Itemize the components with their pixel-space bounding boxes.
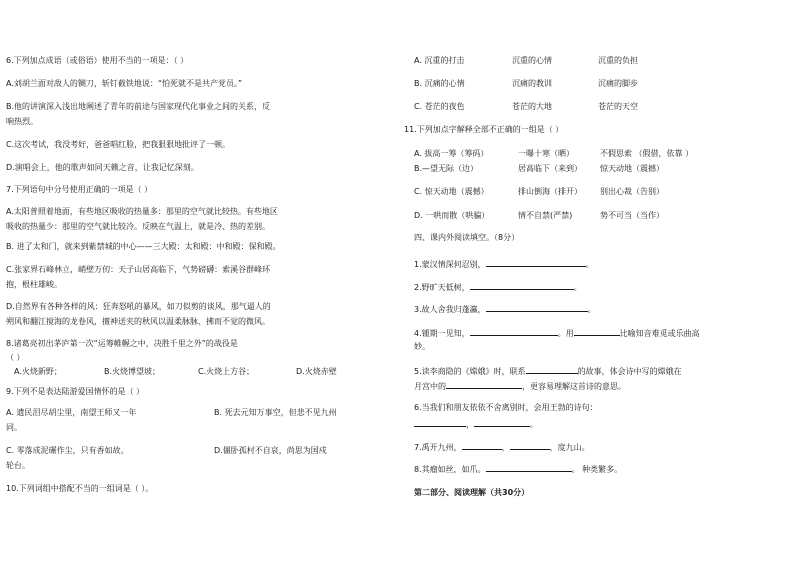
- q11-stem: 11.下列加点字解释全部不正确的一组是（ ）: [404, 125, 564, 134]
- fill-4-mid: 。用: [557, 329, 574, 338]
- q10-option-c-2: 苍茫的大地: [512, 102, 552, 111]
- q7-option-c-line1: C.张家界石峰林立，峭壁万仞：天子山居高临下，气势磅礴：索溪谷群峰环: [6, 265, 271, 274]
- q10-stem: 10.下列词组中搭配不当的一组词是（ ）。: [6, 484, 154, 493]
- q7-option-d-line1: D.自然界有各种各样的风：狂奔怒吼的暴风，如刀似剪的谈风，那气逼人的: [6, 302, 271, 311]
- q10-option-b-1: B. 沉痛的心情: [414, 79, 465, 88]
- q6-option-d: D.演唱会上，他的歌声如同天籁之音，让我记忆深刻。: [6, 163, 199, 172]
- q7-option-a-line1: A.太阳普照着地面，有些地区吸收的热量多：那里的空气就比较热。有些地区: [6, 207, 278, 216]
- fill-6-comma: ，: [466, 420, 474, 429]
- q11-row-a-3: 不假思索 （假借，依靠 ）: [600, 149, 694, 158]
- q10-option-c-1: C. 苍茫的夜色: [414, 102, 465, 111]
- q10-option-a-3: 沉重的负担: [598, 56, 638, 65]
- q9-option-b-line2: 同。: [6, 423, 22, 432]
- fill-2-blank[interactable]: [470, 280, 574, 290]
- fill-8: [414, 462, 622, 476]
- q9-option-d-line1: D.僵卧孤村不自哀，尚思为国戍: [214, 446, 327, 455]
- fill-7-prompt: 7.禹开九州，: [414, 443, 462, 452]
- fill-7-blank-1[interactable]: [462, 440, 502, 450]
- q8-option-c: C.火烧上方谷；: [198, 367, 255, 376]
- fill-1-prompt: 1.蒙汉情深何忍别，: [414, 260, 486, 269]
- q9-option-c: C. 零落成泥碾作尘，只有香如故。: [6, 446, 129, 455]
- q7-option-a-line2: 吸收的热量少：那里的空气就比较冷。反映在气温上，就是冷、热的差别。: [6, 222, 270, 231]
- fill-3: [414, 302, 596, 316]
- fill-2-prompt: 2.野旷天低树，: [414, 283, 470, 292]
- fill-4-tail: 比喻知音难觅或乐曲高: [619, 329, 700, 338]
- q6-option-b-line2: 响热烈。: [6, 117, 38, 126]
- q8-option-a: A.火烧新野；: [14, 367, 62, 376]
- q11-row-c-3: 别出心裁（告别）: [600, 187, 664, 196]
- q9-option-a: A. 遗民泪尽胡尘里，南望王师又一年: [6, 408, 137, 417]
- fill-5-line2: [414, 379, 626, 393]
- fill-6-end: 。: [530, 420, 538, 429]
- fill-8-prompt: 8.其瘤如丝，如爪。: [414, 465, 486, 474]
- fill-4-prompt: 4.锺期一见知，: [414, 329, 470, 338]
- q7-stem: 7.下列语句中分号使用正确的一项是（ ）: [6, 185, 153, 194]
- q11-row-a-1: A. 拔高一筹（筹码）: [414, 149, 489, 158]
- fill-7-comma: ，: [501, 443, 510, 452]
- q8-stem-line1: 8.诸葛亮初出茅庐第一次“运筹帷幄之中，决胜千里之外”的战役是: [6, 339, 238, 348]
- part-2-heading: 第二部分、阅读理解（共30分）: [414, 488, 530, 497]
- right-column: [400, 0, 794, 562]
- fill-4-blank-2[interactable]: [574, 326, 620, 336]
- q11-row-d-3: 势不可当（当作）: [600, 211, 664, 220]
- q10-option-c-3: 苍茫的天空: [598, 102, 638, 111]
- fill-6: 6.当我们和朋友依依不舍离别时，会用王勃的诗句：: [414, 403, 598, 412]
- q9-option-d-line2: 轮台。: [6, 461, 30, 470]
- q10-option-b-3: 沉痛的脚步: [598, 79, 638, 88]
- q10-option-a-2: 沉重的心情: [512, 56, 552, 65]
- q11-row-b-2: 居高临下（来到）: [518, 164, 582, 173]
- q11-row-a-2: 一曝十寒（晒）: [518, 149, 574, 158]
- fill-5-prompt: 5.读李商隐的《嫦娥》时，联系: [414, 367, 526, 376]
- fill-1-end: 。: [585, 260, 594, 269]
- fill-5-blank-1[interactable]: [526, 364, 578, 374]
- fill-5-mid: 的故事，体会诗中写的嫦娥在: [577, 367, 682, 376]
- q6-option-b-line1: B.他的讲演深入浅出地阐述了青年的前途与国家现代化事业之间的关系，反: [6, 102, 271, 111]
- q6-option-c: C.这次考试，我没考好，爸爸唱红脸，把我狠狠地批评了一顿。: [6, 140, 231, 149]
- q6-option-a: A.刘胡兰面对敌人的铡刀，斩钉截铁地说：“怕死就不是共产党员。”: [6, 79, 243, 88]
- fill-5-blank-2[interactable]: [446, 379, 522, 389]
- q7-option-d-line2: 朔风和翻江搅海的龙卷风，擅神送夹的秋风以温柔脉脉、拂而不觉的微风。: [6, 317, 270, 326]
- q11-row-d-1: D. 一哄而散（哄骗）: [414, 211, 490, 220]
- fill-1: [414, 257, 594, 271]
- q7-option-c-line2: 抱，根柱雄峻。: [6, 280, 62, 289]
- fill-2-end: 。: [573, 283, 582, 292]
- fill-6-line2: [414, 417, 538, 431]
- q8-option-d: D.火烧赤壁: [296, 367, 337, 376]
- fill-8-blank[interactable]: [486, 462, 572, 472]
- fill-3-end: 。: [587, 305, 596, 314]
- section-4-heading: 四、课内外阅读填空。（8分）: [414, 233, 520, 242]
- fill-3-prompt: 3.故人舍我归蓬瀛，: [414, 305, 486, 314]
- fill-6-blank-1[interactable]: [414, 417, 466, 427]
- fill-4-continued: 妙。: [414, 342, 430, 351]
- q11-row-b-1: B.—望无际（边）: [414, 164, 479, 173]
- fill-7: [414, 440, 590, 454]
- fill-8-tail: 。 种类繁多。: [571, 465, 623, 474]
- fill-7-blank-2[interactable]: [510, 440, 550, 450]
- q9-option-b-line1: B. 死去元知万事空，但悲不见九州: [214, 408, 337, 417]
- fill-6-blank-2[interactable]: [474, 417, 530, 427]
- q9-stem: 9.下列不是表达陆游爱国情怀的是（ ）: [6, 387, 145, 396]
- fill-4-blank-1[interactable]: [470, 326, 558, 336]
- q7-option-b: B. 进了太和门，就来到紫禁城的中心——三大殿：太和殿：中和殿：保和殿。: [6, 242, 281, 251]
- fill-1-blank[interactable]: [486, 257, 586, 267]
- q10-option-a-1: A. 沉重的打击: [414, 56, 465, 65]
- q11-row-b-3: 惊天动地（震撼）: [600, 164, 664, 173]
- fill-3-blank[interactable]: [486, 302, 588, 312]
- q8-option-b: B.火烧博望坡；: [104, 367, 161, 376]
- q11-row-c-2: 排山倒海（排开）: [518, 187, 582, 196]
- fill-7-tail: ，度九山。: [549, 443, 590, 452]
- fill-4: [414, 326, 700, 340]
- fill-5-prompt-2: 月宫中的: [414, 382, 446, 391]
- fill-5: [414, 364, 682, 378]
- q6-stem: 6.下列加点成语（或俗语）使用不当的一项是：（ ）: [6, 56, 189, 65]
- q8-stem-line2: （ ）: [6, 353, 25, 362]
- fill-5-tail: ，更容易理解这首诗的意思。: [522, 382, 626, 391]
- q11-row-c-1: C. 惊天动地（震撼）: [414, 187, 489, 196]
- fill-2: [414, 280, 582, 294]
- q11-row-d-2: 情不自禁(严禁): [518, 211, 573, 220]
- q10-option-b-2: 沉痛的教训: [512, 79, 552, 88]
